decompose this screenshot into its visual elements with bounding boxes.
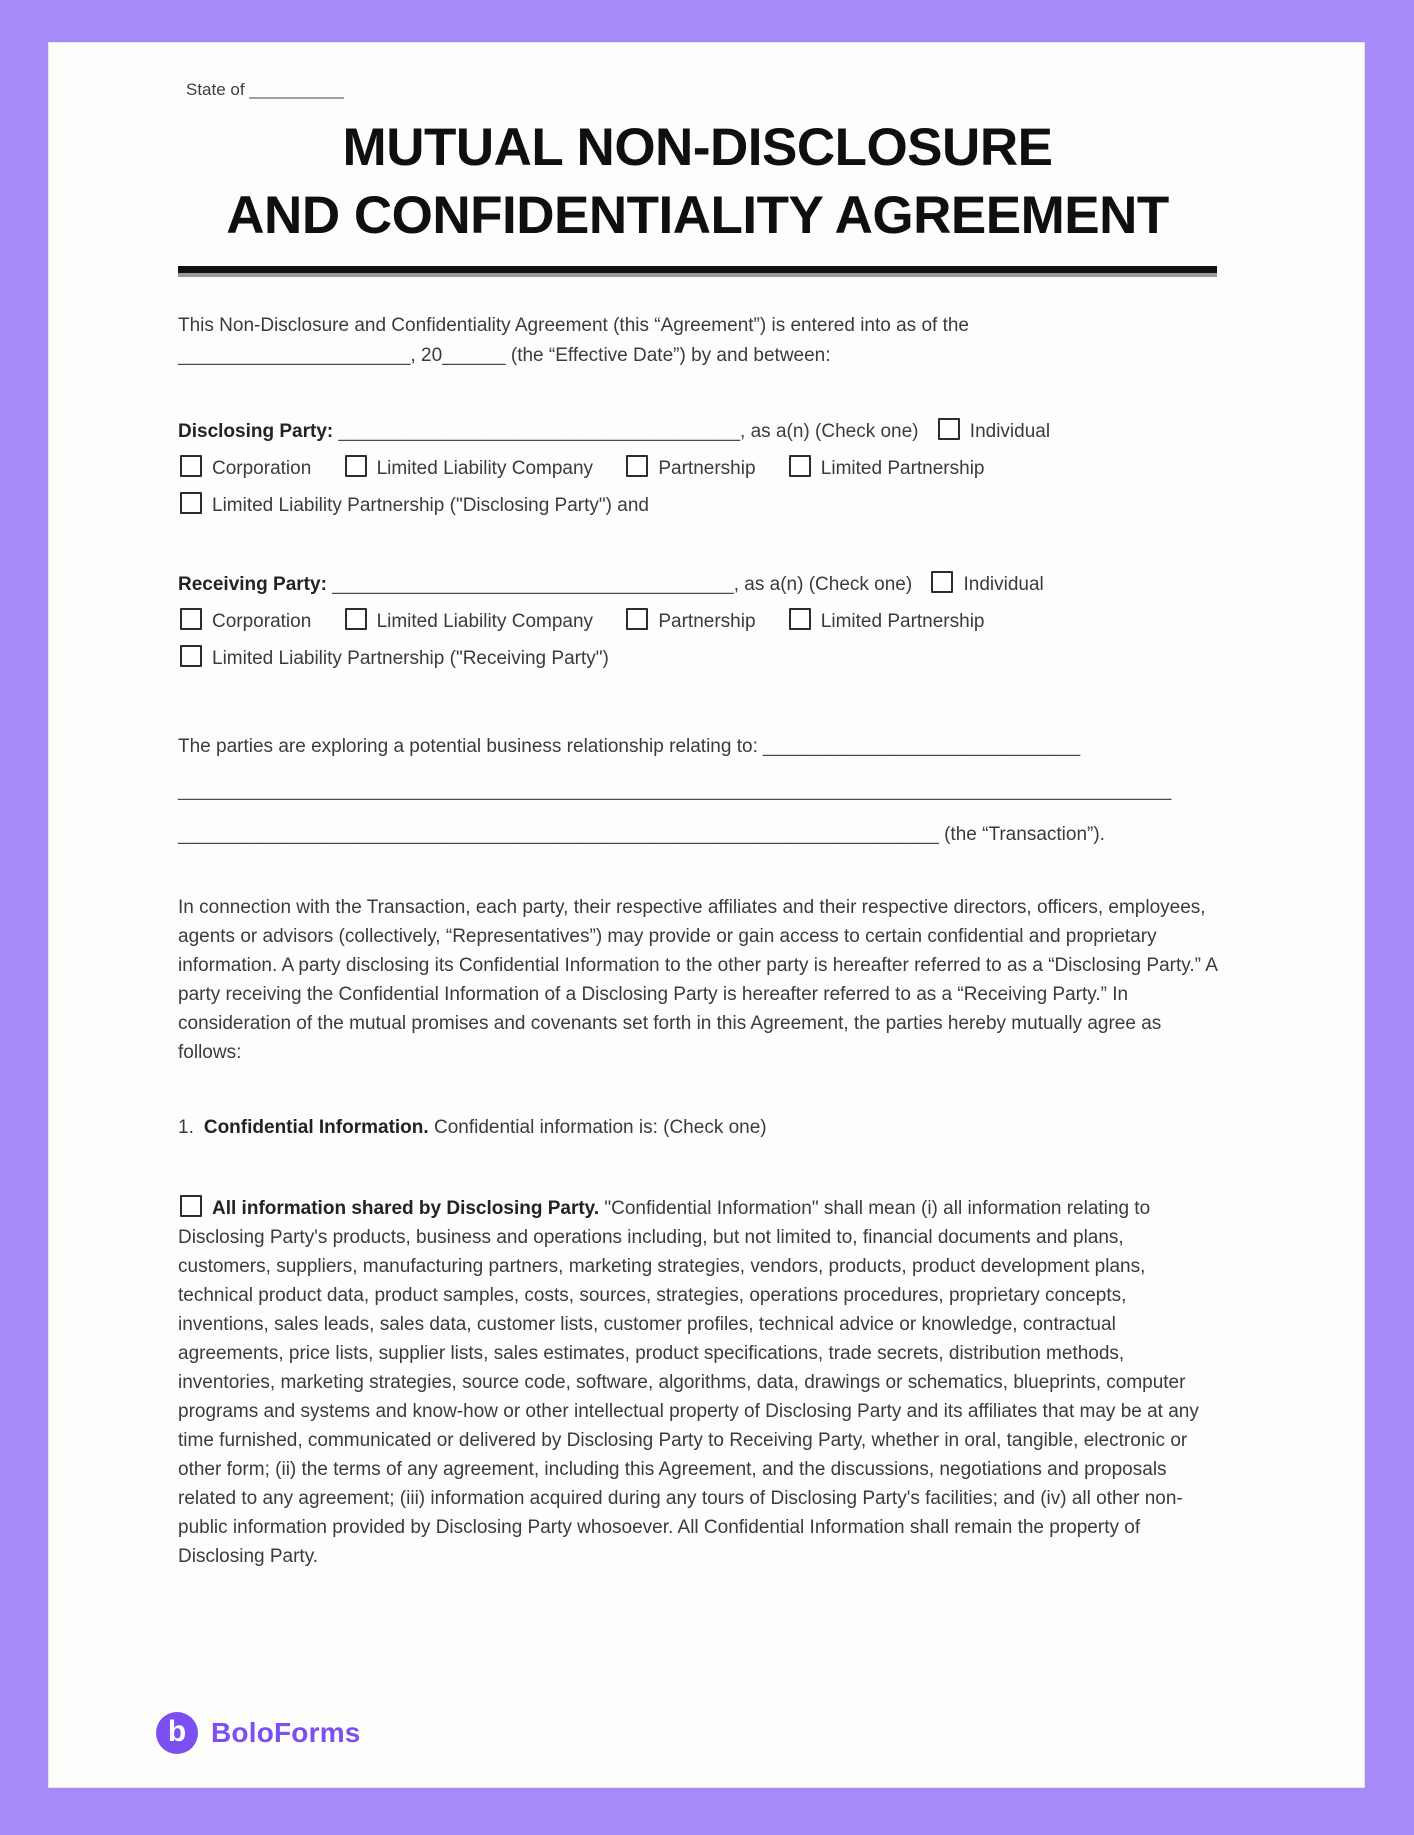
document-page [48, 42, 1365, 1788]
receiving-party-name-blank[interactable]: ______________________________________ [332, 574, 734, 595]
checkbox-disclosing-limited-partnership[interactable] [789, 455, 811, 477]
disclosing-party-name-blank[interactable]: ______________________________________ [338, 421, 741, 442]
title-divider [178, 266, 1217, 277]
disclosing-party-section [178, 413, 1217, 524]
clause-1-text: Confidential information is: (Check one) [428, 1117, 767, 1138]
disclosing-party-llp-row [178, 487, 1217, 524]
transaction-line1-text: The parties are exploring a potential business relationship relating to: [178, 736, 764, 757]
receiving-party-llp-row [178, 640, 1217, 677]
intro-line1: This Non-Disclosure and Confidentiality Agreement (this “Agreement”) is entered into as of the [178, 315, 969, 336]
all-information-paragraph [178, 1194, 1217, 1571]
title-line-1: MUTUAL NON-DISCLOSURE [342, 118, 1053, 177]
disclosing-party-suffix: , as a(n) (Check one) [740, 421, 919, 442]
transaction-blank-1[interactable]: ______________________________ [763, 736, 1081, 757]
document-title [178, 114, 1217, 250]
checkbox-receiving-llp[interactable] [180, 645, 202, 667]
checkbox-disclosing-partnership[interactable] [626, 455, 648, 477]
boloforms-brand-name: BoloForms [211, 1717, 361, 1748]
receiving-option-corporation: Corporation [212, 611, 312, 632]
checkbox-receiving-partnership[interactable] [626, 608, 648, 630]
year-blank[interactable]: ______ [442, 345, 506, 366]
transaction-section [178, 725, 1217, 857]
checkbox-receiving-llc[interactable] [345, 608, 367, 630]
clause-1-heading: Confidential Information. [203, 1117, 429, 1138]
intro-line2-rest: (the “Effective Date”) by and between: [505, 345, 831, 366]
state-of-line [186, 80, 1217, 100]
disclosing-option-llc: Limited Liability Company [376, 458, 594, 479]
checkbox-disclosing-llc[interactable] [345, 455, 367, 477]
disclosing-option-individual: Individual [969, 421, 1051, 442]
transaction-line2 [178, 769, 1217, 813]
checkbox-disclosing-llp[interactable] [180, 492, 202, 514]
receiving-option-limited-partnership: Limited Partnership [820, 611, 985, 632]
transaction-blank-2[interactable]: ______________________________________________________________________________________________ [178, 780, 1172, 801]
clause-1-number: 1. [178, 1117, 194, 1138]
year-prefix: , 20 [410, 345, 443, 366]
all-information-heading: All information shared by Disclosing Party. [212, 1198, 600, 1219]
representatives-paragraph: In connection with the Transaction, each party, their respective affiliates and their respective directors, officers, employees, agents or advisors (collectively, “Representatives”) may provide or gain access to certain confidential and proprietary information. A party disclosing its Confidential Information to the other party is hereafter referred to as a “Disclosing Party.” A party receiving the Confidential Information of a Disclosing Party is hereafter referred to as a “Receiving Party.” In consideration of the mutual promises and covenants set forth in this Agreement, the parties hereby mutually agree as follows: [178, 897, 1217, 1063]
state-blank-line[interactable]: __________ [249, 80, 344, 99]
receiving-option-llc: Limited Liability Company [376, 611, 594, 632]
receiving-option-partnership: Partnership [658, 611, 756, 632]
checkbox-disclosing-individual[interactable] [938, 418, 960, 440]
state-of-label: State of [186, 80, 245, 99]
receiving-option-individual: Individual [963, 574, 1044, 595]
disclosing-option-limited-partnership: Limited Partnership [820, 458, 985, 479]
transaction-blank-3[interactable]: ________________________________________________________________________ [178, 824, 939, 845]
disclosing-party-label: Disclosing Party: [178, 421, 334, 442]
receiving-party-options-row [178, 603, 1217, 640]
transaction-suffix: (the “Transaction”). [938, 824, 1105, 845]
boloforms-brand-lockup [156, 1672, 1217, 1754]
checkbox-disclosing-corporation[interactable] [180, 455, 202, 477]
title-line-2: AND CONFIDENTIALITY AGREEMENT [226, 186, 1169, 245]
receiving-party-line [178, 566, 1217, 603]
all-information-body: "Confidential Information" shall mean (i) all information relating to Disclosing Party's products, business and operations including, but not limited to, financial documents and plans, customers, suppliers, manufacturing partners, marketing strategies, vendors, products, product development plans, technical product data, product samples, costs, sources, strategies, operations procedures, proprietary concepts, inventions, sales leads, sales data, customer lists, customer profiles, technical advice or knowledge, contractual agreements, price lists, supplier lists, sales estimates, product specifications, trade secrets, distribution methods, inventories, marketing strategies, source code, software, algorithms, data, drawings or schematics, blueprints, computer programs and systems and know-how or other intellectual property of Disclosing Party and its affiliates that may be at any time furnished, communicated or delivered by Disclosing Party to Receiving Party, whether in oral, tangible, electronic or other form; (ii) the terms of any agreement, including this Agreement, and the discussions, negotiations and proposals related to any agreement; (iii) information acquired during any tours of Disclosing Party's facilities; and (iv) all other non-public information provided by Disclosing Party whosoever. All Confidential Information shall remain the property of Disclosing Party. [178, 1198, 1199, 1567]
receiving-party-section [178, 566, 1217, 677]
disclosing-option-partnership: Partnership [658, 458, 756, 479]
checkbox-receiving-limited-partnership[interactable] [789, 608, 811, 630]
clause-1-heading-line [178, 1113, 1217, 1142]
intro-paragraph [178, 311, 1217, 371]
receiving-party-label: Receiving Party: [178, 574, 327, 595]
receiving-option-llp: Limited Liability Partnership [212, 648, 445, 669]
disclosing-option-corporation: Corporation [212, 458, 312, 479]
receiving-party-suffix: , as a(n) (Check one) [733, 574, 913, 595]
boloforms-logo-icon: b [156, 1712, 198, 1754]
transaction-line1 [178, 725, 1217, 769]
checkbox-receiving-individual[interactable] [931, 571, 953, 593]
disclosing-llp-suffix: ("Disclosing Party") and [449, 495, 649, 516]
checkbox-receiving-corporation[interactable] [180, 608, 202, 630]
checkbox-all-information[interactable] [180, 1195, 202, 1217]
disclosing-party-line [178, 413, 1217, 450]
receiving-llp-suffix: ("Receiving Party") [449, 648, 609, 669]
disclosing-option-llp: Limited Liability Partnership [212, 495, 445, 516]
disclosing-party-options-row [178, 450, 1217, 487]
transaction-line3 [178, 813, 1217, 857]
effective-date-blank[interactable]: ______________________ [178, 345, 411, 366]
